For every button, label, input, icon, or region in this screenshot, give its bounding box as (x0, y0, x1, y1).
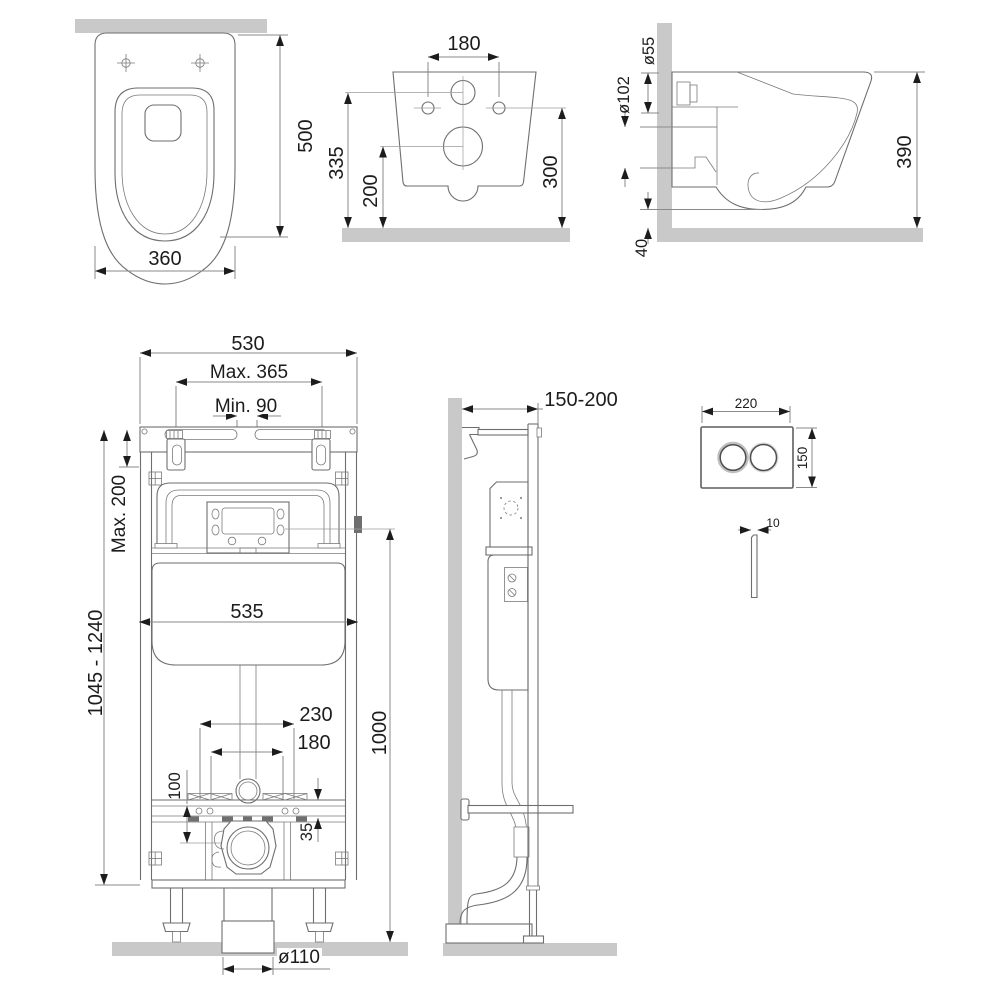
dim-label-outlet-dia-110: ø110 (278, 947, 320, 968)
dim-hanger-max-365 (176, 362, 322, 428)
bottom-member (152, 880, 345, 888)
dim-label-depth: 500 (295, 119, 317, 153)
crown-bracket-left (188, 794, 232, 801)
dim-label-outlet-dia: ø102 (615, 76, 633, 114)
dim-rail-gap-35 (298, 778, 318, 842)
dim-label-wall-offset: 150-200 (544, 389, 618, 411)
dim-hanger-min-90 (213, 396, 281, 431)
foot-plate-side (524, 936, 544, 943)
wall-bracket (462, 428, 479, 460)
dim-label-frame-width: 530 (231, 333, 265, 355)
dim-label-rail-offset: 100 (166, 772, 184, 800)
floor-outlet (222, 888, 274, 953)
side-internal-lines (672, 72, 857, 202)
seat-inner-outline (122, 95, 207, 234)
dim-inlet-height-335 (326, 93, 348, 228)
frame-top-rail (140, 427, 357, 470)
dim-label-holes-span: 180 (447, 33, 481, 55)
dim-label-plate-height: 1000 (369, 710, 391, 756)
toilet-rear-outline (393, 72, 536, 201)
pipe-clamp (514, 827, 529, 857)
dim-label-plate-width: 220 (734, 396, 758, 411)
dim-holes-span-180 (428, 33, 499, 97)
crown-bracket-right (263, 794, 307, 801)
dim-holes-height-300 (540, 108, 562, 228)
view-toilet-side (615, 23, 925, 257)
dim-label-conn-230: 230 (299, 704, 333, 726)
dim-plate-height-150 (795, 428, 817, 488)
view-frame-front (85, 333, 408, 975)
toilet-side-outline (672, 72, 872, 210)
dim-label-inlet-dia: ø55 (640, 36, 658, 66)
dim-label-width: 360 (148, 248, 182, 270)
slide-bolt-left (167, 431, 183, 439)
view-toilet-top (75, 19, 317, 284)
dim-label-holes-height: 300 (540, 155, 562, 189)
seat-outline (115, 88, 214, 241)
leg-right (306, 888, 333, 942)
flush-button-small (720, 445, 746, 471)
view-flush-plate (701, 396, 817, 598)
dim-label-plate-height: 150 (795, 446, 810, 470)
dim-plate-thickness-10 (738, 516, 780, 530)
cistern-side (488, 555, 528, 690)
dim-label-plate-thickness: 10 (766, 516, 780, 530)
floor-slab (342, 228, 570, 242)
dim-label-rail-gap: 35 (298, 822, 316, 842)
drain-assembly (206, 821, 291, 880)
centerlines (345, 76, 566, 170)
floor-slab-frame-side (443, 943, 617, 956)
leg-left (163, 888, 190, 942)
column-knob (354, 516, 362, 533)
flush-pipe (236, 665, 260, 803)
cistern-lip-side (486, 547, 532, 555)
dim-label-hanger-min: Min. 90 (214, 396, 278, 417)
dim-label-conn-180: 180 (297, 732, 331, 754)
wall-slab-frame-side (448, 398, 462, 943)
wall-slab-side (657, 23, 672, 228)
inlet-stub (677, 82, 690, 105)
fixing-mark-right (191, 54, 209, 72)
hanger-bracket-right (312, 439, 330, 470)
dim-label-height: 390 (894, 135, 916, 169)
dim-wall-offset (462, 389, 618, 427)
hanger-bracket-left (167, 439, 185, 470)
dim-label-outlet-height: 200 (360, 174, 382, 208)
dim-label-height-range: 1045 - 1240 (85, 609, 107, 717)
dim-label-hanger-max: Max. 365 (209, 362, 289, 383)
top-rod (478, 430, 528, 436)
wall-slab (75, 19, 267, 33)
dim-label-clearance: 40 (633, 238, 651, 258)
fixing-mark-left (117, 54, 135, 72)
dim-plate-width-220 (702, 396, 790, 423)
dim-clearance-40 (633, 192, 762, 257)
dim-label-inlet-height: 335 (326, 146, 348, 180)
access-box (207, 502, 289, 553)
wall-stud (461, 799, 573, 820)
dim-label-top-max: Max. 200 (109, 474, 130, 554)
view-toilet-rear (326, 33, 570, 242)
dim-label-cistern-width: 535 (230, 601, 264, 623)
view-frame-side (443, 389, 618, 956)
dim-width-360 (95, 246, 235, 279)
dim-conn-span-180 (211, 732, 331, 799)
floor-slab-side (657, 228, 923, 242)
dim-top-max-200 (109, 430, 139, 553)
dim-height-390 (874, 72, 925, 228)
plate-thickness-view (738, 516, 780, 598)
dim-outlet-height-200 (360, 147, 383, 229)
slide-bolt-right (315, 431, 331, 439)
flush-button-large (751, 445, 777, 471)
inlet-stub-cap (690, 85, 697, 102)
plate-edge-profile (752, 535, 758, 598)
flush-pipe-side (502, 690, 527, 838)
flush-unit-side (490, 482, 528, 547)
hinge-cover (145, 105, 181, 141)
dim-inlet-dia-55 (640, 37, 659, 113)
